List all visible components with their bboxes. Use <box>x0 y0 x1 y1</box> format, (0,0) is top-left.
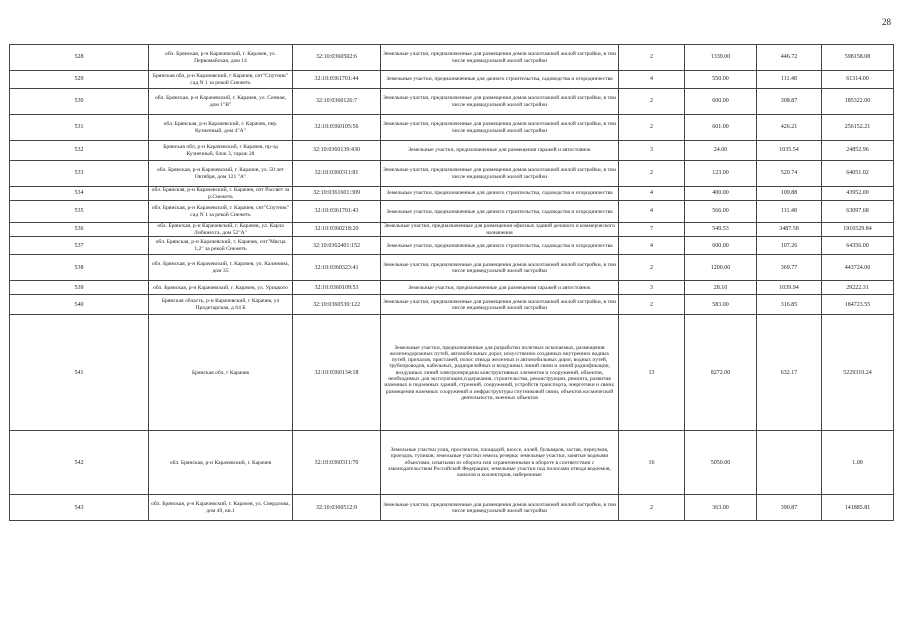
row-number: 531 <box>10 115 149 141</box>
cadastral-value-cell: 64051.02 <box>822 161 894 187</box>
cadastral-number-cell: 32:10:0360311:70 <box>293 431 381 495</box>
specific-value-cell: 426.21 <box>757 115 822 141</box>
cadastral-number-cell: 32:10:0361601:309 <box>293 187 381 201</box>
row-number: 540 <box>10 295 149 315</box>
area-cell: 549.53 <box>685 223 757 237</box>
cadastral-value-cell: 29222.31 <box>822 281 894 295</box>
land-use-cell: Земельные участки, предназначенные для размещения гаражей и автостоянок <box>381 281 619 295</box>
table-row <box>10 223 894 237</box>
area-cell: 566.00 <box>685 201 757 223</box>
specific-value-cell: 109.88 <box>757 187 822 201</box>
land-use-cell: Земельные участки, предназначенные для размещения домов малоэтажной жилой застройки, в том числе индивидуальной жилой застройки <box>381 115 619 141</box>
table-row <box>10 201 894 223</box>
cadastral-value-cell: 24852.96 <box>822 141 894 161</box>
area-cell: 123.00 <box>685 161 757 187</box>
row-number: 534 <box>10 187 149 201</box>
cadastral-value-cell: 64356.00 <box>822 237 894 255</box>
group-cell: 2 <box>619 255 685 281</box>
area-cell: 601.00 <box>685 115 757 141</box>
group-cell: 2 <box>619 115 685 141</box>
group-cell: 2 <box>619 45 685 71</box>
address-cell: обл. Брянская, р-н Карачевский, г. Карачев, ул. Карла Либкнехта, дом 52"А" <box>149 223 293 237</box>
cadastral-value-cell: 184723.55 <box>822 295 894 315</box>
row-number: 538 <box>10 255 149 281</box>
group-cell: 2 <box>619 295 685 315</box>
row-number: 536 <box>10 223 149 237</box>
address-cell: Брянская обл, р-н Карачевский, г Карачев, пр-зд Кузнечный, блок 3, гараж 28 <box>149 141 293 161</box>
specific-value-cell: 111.48 <box>757 201 822 223</box>
address-cell: Брянская область, р-н Карачевский, г Карачев, ул Продетарская, д 64 Б <box>149 295 293 315</box>
address-cell: обл. Брянская, р-н Карачевский, г. Карачев, ул. Свердлова, дом 49, кв.1 <box>149 495 293 521</box>
group-cell: 4 <box>619 201 685 223</box>
address-cell: обл. Брянская, р-н Карачевский, г. Карачев, ул. Калинина, дом 35 <box>149 255 293 281</box>
table-row <box>10 495 894 521</box>
group-cell: 2 <box>619 161 685 187</box>
area-cell: 583.00 <box>685 295 757 315</box>
cadastral-value-cell: 61314.00 <box>822 71 894 89</box>
row-number: 532 <box>10 141 149 161</box>
cadastral-value-cell: 185322.00 <box>822 89 894 115</box>
table-row <box>10 187 894 201</box>
address-cell: обл. Брянская, р-н Карачевский, г. Карачев <box>149 431 293 495</box>
specific-value-cell: 3487.58 <box>757 223 822 237</box>
row-number: 541 <box>10 315 149 431</box>
land-use-cell: Земельные участки, предназначенные для размещения офисных зданий делового и коммерческого назначения <box>381 223 619 237</box>
cadastral-number-cell: 32:10:0360530:122 <box>293 295 381 315</box>
row-number: 535 <box>10 201 149 223</box>
address-cell: обл. Брянская, р-н Карачевский, г. Карачев, снт Рассвет за р.Снежеть <box>149 187 293 201</box>
land-use-cell: Земельные участки, предназначенные для дачного строительства, садоводства и огородничества <box>381 201 619 223</box>
area-cell: 600.00 <box>685 237 757 255</box>
cadastral-number-cell: 32:10:0361701:43 <box>293 201 381 223</box>
address-cell: Брянская обл, г Карачев <box>149 315 293 431</box>
cadastral-value-cell: 1916529.84 <box>822 223 894 237</box>
area-cell: 550.00 <box>685 71 757 89</box>
row-number: 528 <box>10 45 149 71</box>
cadastral-value-cell: 256152.21 <box>822 115 894 141</box>
group-cell: 13 <box>619 315 685 431</box>
table-row <box>10 315 894 431</box>
group-cell: 7 <box>619 223 685 237</box>
land-use-cell: Земельные участки, предназначенные для размещения гаражей и автостоянок <box>381 141 619 161</box>
area-cell: 600.00 <box>685 89 757 115</box>
row-number: 530 <box>10 89 149 115</box>
cadastral-value-cell: 598158.08 <box>822 45 894 71</box>
table-row <box>10 237 894 255</box>
address-cell: обл. Брянская, р-н Карачевский, г. Карачев, ул. Сенная, дом 1"В" <box>149 89 293 115</box>
cadastral-number-cell: 32:10:0360109:53 <box>293 281 381 295</box>
land-use-cell: Земельные участки улиц, проспектов, площадей, шоссе, аллей, бульваров, застав, переулков, проездов, тупиков; земельные участки земель резерва; земельные участки, занятые водными объектами, изъятыми из оборота или ограниченными в обороте в соответствии с законодательством Российской Федерации; земельные участки под полосами отвода водоемов, каналов и коллекторов, набережные <box>381 431 619 495</box>
table-row <box>10 295 894 315</box>
land-use-cell: Земельные участки, предназначенные для размещения домов малоэтажной жилой застройки, в том числе индивидуальной жилой застройки <box>381 161 619 187</box>
area-cell: 363.00 <box>685 495 757 521</box>
land-use-cell: Земельные участки, предназначенные для размещения домов малоэтажной жилой застройки, в том числе индивидуальной жилой застройки <box>381 495 619 521</box>
row-number: 543 <box>10 495 149 521</box>
table-row <box>10 71 894 89</box>
specific-value-cell: 1035.54 <box>757 141 822 161</box>
land-use-cell: Земельные участки, предназначенные для размещения домов малоэтажной жилой застройки, в том числе индивидуальной жилой застройки <box>381 89 619 115</box>
cadastral-number-cell: 32:10:0360323:41 <box>293 255 381 281</box>
land-use-cell: Земельные участки, предназначенные для размещения домов малоэтажной жилой застройки, в том числе индивидуальной жилой застройки <box>381 45 619 71</box>
address-cell: обл. Брянская, р-н Карачевский, г. Карачев, снт"Мясца 1,2" за рекой Снежеть <box>149 237 293 255</box>
group-cell: 3 <box>619 141 685 161</box>
cadastral-number-cell: 32:10:0360126:7 <box>293 89 381 115</box>
address-cell: обл. Брянская, р-н Карачевский, г. Карачев, ул. Первомайская, дом 14 <box>149 45 293 71</box>
group-cell: 2 <box>619 89 685 115</box>
row-number: 537 <box>10 237 149 255</box>
cadastral-number-cell: 32:10:0360134:18 <box>293 315 381 431</box>
cadastral-number-cell: 32:10:0360218:20 <box>293 223 381 237</box>
page-number: 28 <box>882 17 891 27</box>
cadastral-number-cell: 32:10:0360512:9 <box>293 495 381 521</box>
address-cell: Брянская обл, р-н Карачевский, г Карачев, снт"Спутник" сад N 1 за рекой Снежеть <box>149 71 293 89</box>
land-use-cell: Земельные участки, предназначенные для дачного строительства, садоводства и огородничества <box>381 71 619 89</box>
cadastral-number-cell: 32:10:0361701:44 <box>293 71 381 89</box>
table-row <box>10 255 894 281</box>
group-cell: 3 <box>619 281 685 295</box>
specific-value-cell: 308.87 <box>757 89 822 115</box>
area-cell: 28.10 <box>685 281 757 295</box>
address-cell: обл. Брянская, р-н Карачевский, г. Карачев, снт"Спутник" сад N 1 за рекой Снежеть <box>149 201 293 223</box>
cadastral-value-cell: 63097.68 <box>822 201 894 223</box>
land-use-cell: Земельные участки, предназначенные для разработки полезных ископаемых, размещения железнодорожных путей, автомобильных дорог, искусственно созданных внутренних водных путей, причалов, пристаней, полос отвода железных и автомобильных дорог, водных путей, трубопроводов, кабельных, радиорелейных и воздушных линий связи и линий радиофикации, воздушных линий электропередачи конструктивных элементов и сооружений, объектов, необходимых для эксплуатации,содержания, строительства, реконструкции, ремонта, развития наземных и подземных зданий, строений, сооружений, устройств транспорта, энергетики и связи; размещения наземных сооружений и инфраструктуры спутниковой связи, объектов космической деятельности, военных объектов <box>381 315 619 431</box>
group-cell: 4 <box>619 237 685 255</box>
land-use-cell: Земельные участки, предназначенные для дачного строительства, садоводства и огородничества <box>381 187 619 201</box>
cadastral-value-table <box>9 44 894 521</box>
group-cell: 16 <box>619 431 685 495</box>
table-body <box>10 45 894 521</box>
specific-value-cell: 316.85 <box>757 295 822 315</box>
area-cell: 24.00 <box>685 141 757 161</box>
table-row <box>10 45 894 71</box>
table-row <box>10 431 894 495</box>
cadastral-value-cell: 5229310.24 <box>822 315 894 431</box>
specific-value-cell: 390.87 <box>757 495 822 521</box>
specific-value-cell: 369.77 <box>757 255 822 281</box>
specific-value-cell: 446.72 <box>757 45 822 71</box>
cadastral-number-cell: 32:10:0360139:430 <box>293 141 381 161</box>
cadastral-value-cell: 141885.81 <box>822 495 894 521</box>
row-number: 533 <box>10 161 149 187</box>
area-cell: 1200.00 <box>685 255 757 281</box>
row-number: 542 <box>10 431 149 495</box>
group-cell: 2 <box>619 495 685 521</box>
table-row <box>10 281 894 295</box>
land-use-cell: Земельные участки, предназначенные для размещения домов малоэтажной жилой застройки, в том числе индивидуальной жилой застройки <box>381 295 619 315</box>
address-cell: обл. Брянская, р-н Карачевский, г. Карачев, пер. Кузнечный, дом 4"А" <box>149 115 293 141</box>
land-use-cell: Земельные участки, предназначенные для размещения домов малоэтажной жилой застройки, в том числе индивидуальной жилой застройки <box>381 255 619 281</box>
cadastral-number-cell: 32:10:0360105:56 <box>293 115 381 141</box>
cadastral-number-cell: 32:10:0360502:6 <box>293 45 381 71</box>
cadastral-value-cell: 1.00 <box>822 431 894 495</box>
cadastral-value-cell: 443724.00 <box>822 255 894 281</box>
specific-value-cell: 520.74 <box>757 161 822 187</box>
area-cell: 8272.00 <box>685 315 757 431</box>
area-cell: 400.00 <box>685 187 757 201</box>
specific-value-cell: 1039.94 <box>757 281 822 295</box>
land-use-cell: Земельные участки, предназначенные для дачного строительства, садоводства и огородничества <box>381 237 619 255</box>
row-number: 529 <box>10 71 149 89</box>
area-cell: 5050.00 <box>685 431 757 495</box>
address-cell: обл. Брянская, р-н Карачевский, г. Карачев, ул. Урицкого <box>149 281 293 295</box>
table-row <box>10 161 894 187</box>
table-row <box>10 115 894 141</box>
specific-value-cell: 107.26 <box>757 237 822 255</box>
specific-value-cell <box>757 431 822 495</box>
specific-value-cell: 632.17 <box>757 315 822 431</box>
specific-value-cell: 111.48 <box>757 71 822 89</box>
table-row <box>10 141 894 161</box>
area-cell: 1339.00 <box>685 45 757 71</box>
table-row <box>10 89 894 115</box>
address-cell: обл. Брянская, р-н Карачевский, г. Карачев, ул. 50 лет Октября, дом 121 "А" <box>149 161 293 187</box>
group-cell: 4 <box>619 71 685 89</box>
cadastral-value-cell: 43952.00 <box>822 187 894 201</box>
cadastral-number-cell: 32:10:0362401:152 <box>293 237 381 255</box>
row-number: 539 <box>10 281 149 295</box>
group-cell: 4 <box>619 187 685 201</box>
cadastral-number-cell: 32:10:0360311:81 <box>293 161 381 187</box>
